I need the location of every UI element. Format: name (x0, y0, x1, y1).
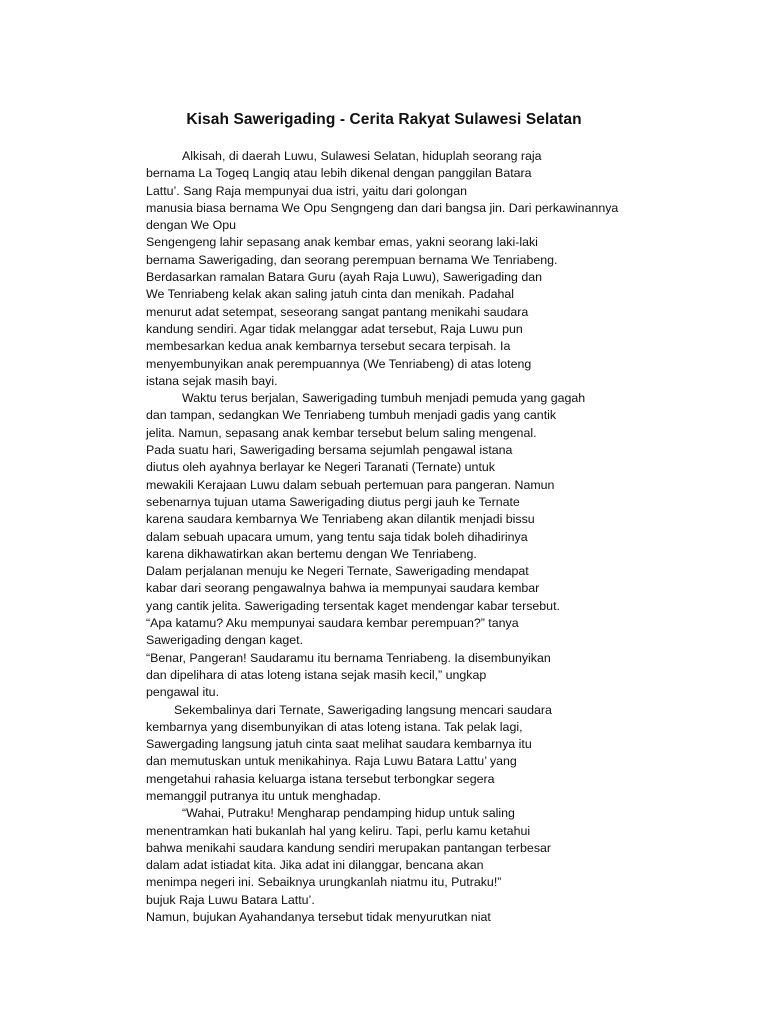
text-line: menyembunyikan anak perempuannya (We Tenriabeng) di atas loteng (146, 356, 532, 371)
text-line: menurut adat setempat, seseorang sangat pantang menikahi saudara (146, 304, 529, 319)
text-line: dalam adat istiadat kita. Jika adat ini dilanggar, bencana akan (146, 858, 484, 873)
text-line: dengan We Opu (146, 218, 237, 233)
text-line: jelita. Namun, sepasang anak kembar tersebut belum saling mengenal. (146, 425, 537, 440)
text-line: sebenarnya tujuan utama Sawerigading diutus pergi jauh ke Ternate (146, 494, 520, 509)
text-line: Sekembalinya dari Ternate, Sawerigading langsung mencari saudara (174, 702, 552, 717)
text-line: dan memutuskan untuk menikahinya. Raja Luwu Batara Lattu’ yang (146, 754, 517, 769)
text-line: Sawerigading dengan kaget. (146, 633, 304, 648)
text-line: manusia biasa bernama We Opu Sengngeng dan dari bangsa jin. Dari perkawinannya (146, 200, 619, 215)
text-line: “Apa katamu? Aku mempunyai saudara kembar perempuan?” tanya (146, 616, 519, 631)
text-line: menimpa negeri ini. Sebaiknya urungkanlah niatmu itu, Putraku!” (146, 875, 502, 890)
text-line: karena saudara kembarnya We Tenriabeng akan dilantik menjadi bissu (146, 512, 535, 527)
text-line: Alkisah, di daerah Luwu, Sulawesi Selatan, hiduplah seorang raja (182, 149, 542, 163)
text-line: Dalam perjalanan menuju ke Negeri Ternate, Sawerigading mendapat (146, 564, 529, 579)
text-line: bernama La Togeq Langiq atau lebih dikenal dengan panggilan Batara (146, 166, 532, 181)
text-line: mengetahui rahasia keluarga istana tersebut terbongkar segera (146, 771, 495, 786)
text-line: menentramkan hati bukanlah hal yang keliru. Tapi, perlu kamu ketahui (146, 823, 531, 838)
text-line: memanggil putranya itu untuk menghadap. (146, 788, 381, 803)
text-line: istana sejak masih bayi. (146, 373, 278, 388)
text-line: “Wahai, Putraku! Mengharap pendamping hidup untuk saling (182, 806, 515, 821)
text-line: We Tenriabeng kelak akan saling jatuh cinta dan menikah. Padahal (146, 287, 515, 302)
text-line: mewakili Kerajaan Luwu dalam sebuah pertemuan para pangeran. Namun (146, 477, 555, 492)
text-line: Pada suatu hari, Sawerigading bersama sejumlah pengawal istana (146, 443, 513, 458)
text-line: membesarkan kedua anak kembarnya tersebut secara terpisah. Ia (146, 339, 511, 354)
text-line: dalam sebuah upacara umum, yang tentu saja tidak boleh dihadirinya (146, 529, 528, 544)
text-line: diutus oleh ayahnya berlayar ke Negeri Taranati (Ternate) untuk (146, 460, 495, 475)
text-line: dan tampan, sedangkan We Tenriabeng tumbuh menjadi gadis yang cantik (146, 408, 557, 423)
text-line: Sawergading langsung jatuh cinta saat melihat saudara kembarnya itu (146, 737, 532, 752)
text-line: bernama Sawerigading, dan seorang perempuan bernama We Tenriabeng. (146, 252, 558, 267)
text-line: Waktu terus berjalan, Sawerigading tumbuh menjadi pemuda yang gagah (182, 391, 586, 406)
text-line: karena dikhawatirkan akan bertemu dengan We Tenriabeng. (146, 546, 477, 561)
text-line: Sengengeng lahir sepasang anak kembar emas, yakni seorang laki-laki (146, 235, 538, 250)
text-line: “Benar, Pangeran! Saudaramu itu bernama Tenriabeng. Ia disembunyikan (146, 650, 551, 665)
text-line: kandung sendiri. Agar tidak melanggar adat tersebut, Raja Luwu pun (146, 321, 523, 336)
text-line: bujuk Raja Luwu Batara Lattu’. (146, 892, 315, 907)
text-line: yang cantik jelita. Sawerigading tersentak kaget mendengar kabar tersebut. (146, 598, 560, 613)
text-line: kembarnya yang disembunyikan di atas loteng istana. Tak pelak lagi, (146, 719, 523, 734)
text-line: bahwa menikahi saudara kandung sendiri merupakan pantangan terbesar (146, 840, 552, 855)
text-line: Berdasarkan ramalan Batara Guru (ayah Raja Luwu), Sawerigading dan (146, 270, 543, 285)
document-title: Kisah Sawerigading - Cerita Rakyat Sulawesi Selatan (186, 111, 582, 128)
text-line: pengawal itu. (146, 685, 220, 700)
text-line: dan dipelihara di atas loteng istana sejak masih kecil,” ungkap (146, 667, 487, 682)
text-line: Lattu’. Sang Raja mempunyai dua istri, yaitu dari golongan (146, 183, 467, 198)
text-line: Namun, bujukan Ayahandanya tersebut tidak menyurutkan niat (146, 910, 491, 925)
text-line: kabar dari seorang pengawalnya bahwa ia mempunyai saudara kembar (146, 581, 540, 596)
document-body (146, 148, 646, 926)
